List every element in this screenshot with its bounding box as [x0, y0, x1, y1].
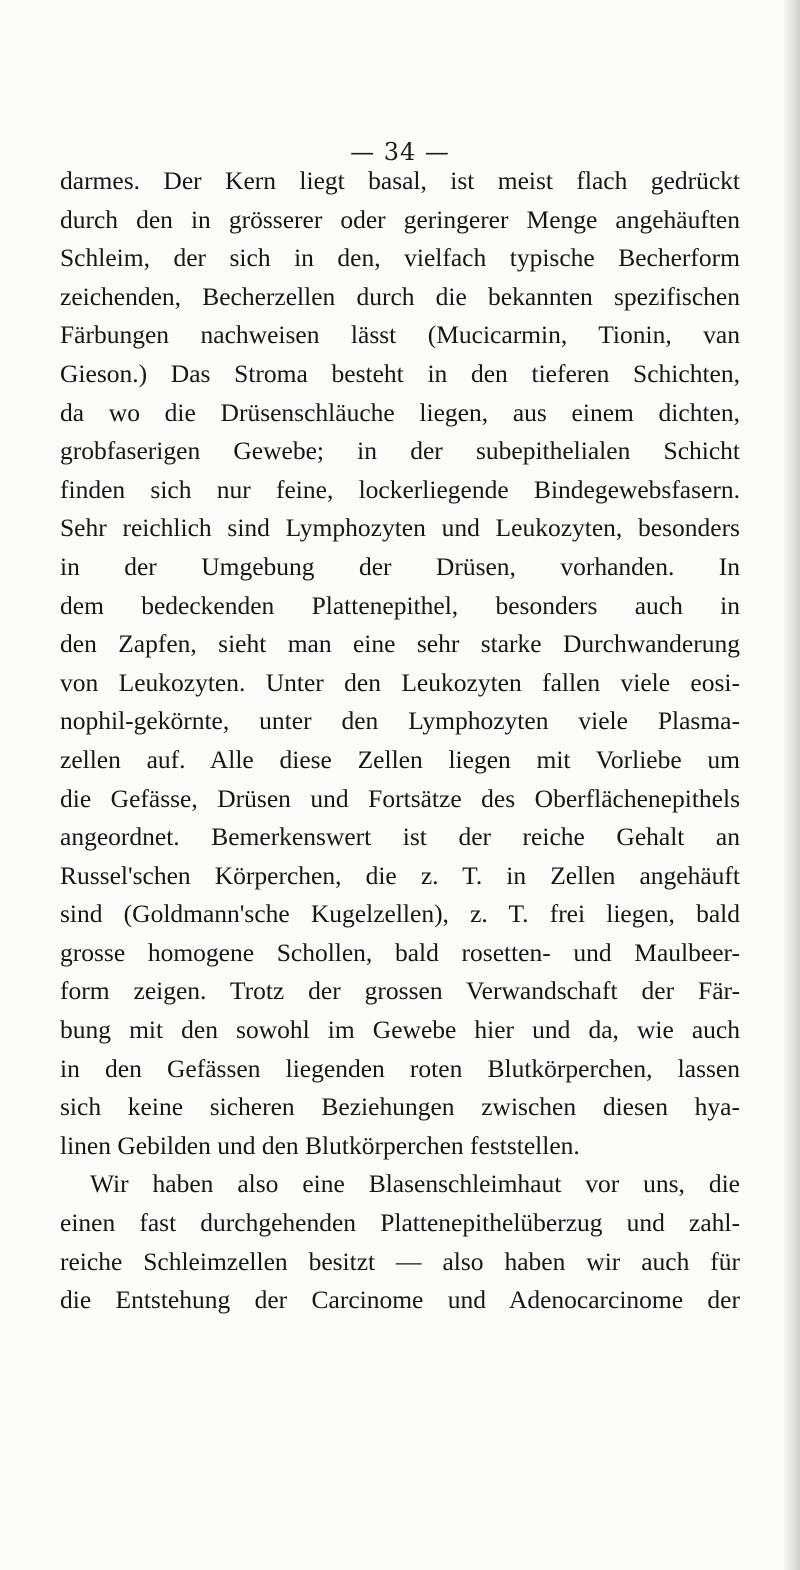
text-line: die Entstehung der Carcinome und Adenocarcinome der: [60, 1285, 740, 1315]
text-line: dem bedeckenden Plattenepithel, besonders auch in: [60, 590, 740, 620]
text-line: Färbungen nachweisen lässt (Mucicarmin, Tionin, van: [60, 320, 740, 350]
text-line: einen fast durchgehenden Plattenepithelüberzug und zahl-: [60, 1208, 740, 1238]
text-line: form zeigen. Trotz der grossen Verwandschaft der Fär-: [60, 976, 740, 1006]
text-line: zellen auf. Alle diese Zellen liegen mit Vorliebe um: [60, 744, 740, 774]
text-line: nophil-gekörnte, unter den Lymphozyten viele Plasma-: [60, 706, 740, 736]
text-line: angeordnet. Bemerkenswert ist der reiche Gehalt an: [60, 822, 740, 852]
text-line: Wir haben also eine Blasenschleimhaut vor uns, die: [90, 1169, 740, 1199]
text-line: Russel'schen Körperchen, die z. T. in Zellen angehäuft: [60, 860, 740, 890]
text-line: von Leukozyten. Unter den Leukozyten fallen viele eosi-: [60, 667, 740, 697]
page-edge-shadow: [784, 0, 800, 1570]
text-line: in der Umgebung der Drüsen, vorhanden. In: [60, 551, 740, 581]
text-line: Sehr reichlich sind Lymphozyten und Leukozyten, besonders: [60, 513, 740, 543]
text-line: den Zapfen, sieht man eine sehr starke Durchwanderung: [60, 629, 740, 659]
text-line: da wo die Drüsenschläuche liegen, aus einem dichten,: [60, 397, 740, 427]
text-line: linen Gebilden und den Blutkörperchen feststellen.: [60, 1130, 580, 1160]
page-number: — 34 —: [350, 138, 450, 166]
text-line: durch den in grösserer oder geringerer Menge angehäuften: [60, 204, 740, 234]
text-line: bung mit den sowohl im Gewebe hier und da, wie auch: [60, 1015, 740, 1045]
text-line: Gieson.) Das Stroma besteht in den tieferen Schichten,: [60, 358, 740, 388]
body-text: [60, 162, 740, 1320]
text-line: grosse homogene Schollen, bald rosetten- und Maulbeer-: [60, 937, 740, 967]
text-line: grobfaserigen Gewebe; in der subepithelialen Schicht: [60, 436, 740, 466]
text-line: Schleim, der sich in den, vielfach typische Becherform: [60, 243, 740, 273]
text-line: reiche Schleimzellen besitzt — also haben wir auch für: [60, 1246, 740, 1276]
text-line: zeichenden, Becherzellen durch die bekannten spezifischen: [60, 281, 740, 311]
text-line: finden sich nur feine, lockerliegende Bindegewebsfasern.: [60, 474, 740, 504]
text-line: sich keine sicheren Beziehungen zwischen diesen hya-: [60, 1092, 740, 1122]
text-line: in den Gefässen liegenden roten Blutkörperchen, lassen: [60, 1053, 740, 1083]
text-line: die Gefässe, Drüsen und Fortsätze des Oberflächenepithels: [60, 783, 740, 813]
text-line: darmes. Der Kern liegt basal, ist meist flach gedrückt: [60, 166, 740, 195]
text-line: sind (Goldmann'sche Kugelzellen), z. T. frei liegen, bald: [60, 899, 740, 929]
